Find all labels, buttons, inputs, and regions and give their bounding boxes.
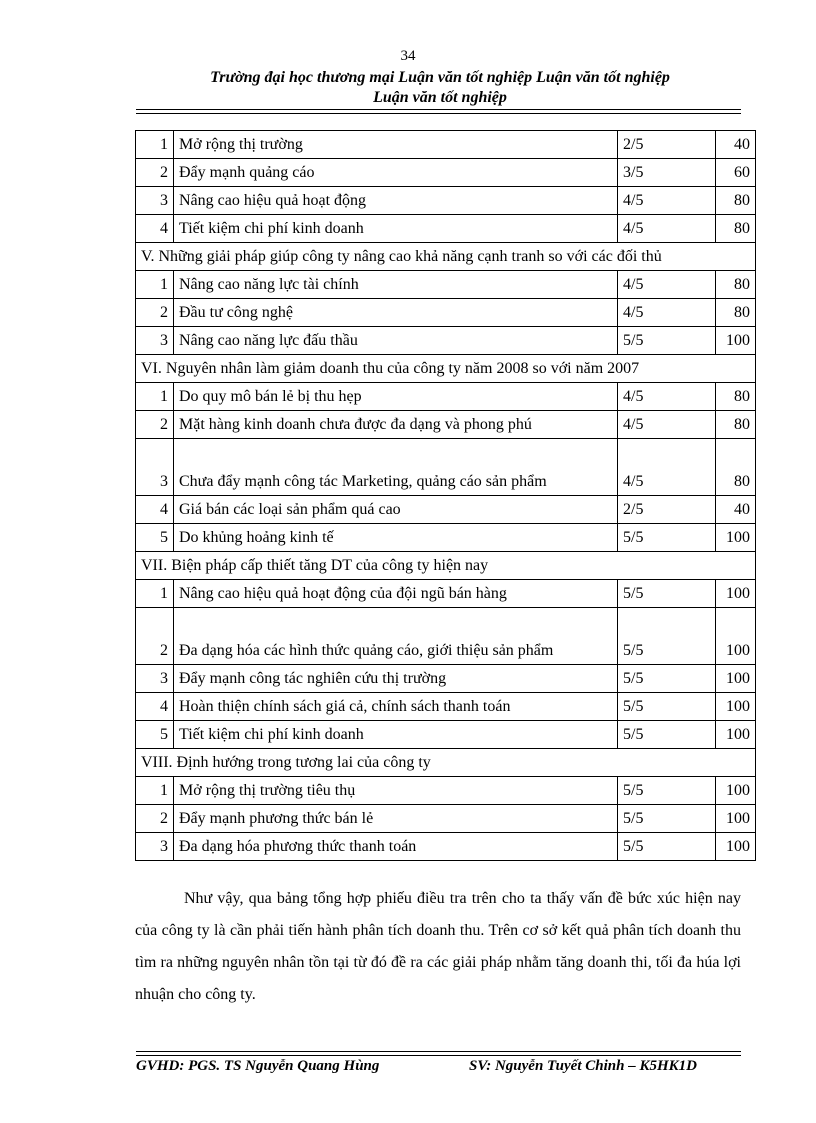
table-row [136, 777, 756, 805]
row-description: Tiết kiệm chi phí kinh doanh [174, 721, 618, 749]
row-ratio: 4/5 [618, 187, 716, 215]
table-row [136, 439, 756, 496]
table-row [136, 299, 756, 327]
header-rule [136, 109, 741, 114]
row-percent: 100 [716, 580, 756, 608]
row-percent: 100 [716, 721, 756, 749]
row-description: Nâng cao năng lực tài chính [174, 271, 618, 299]
row-description: Mở rộng thị trường tiêu thụ [174, 777, 618, 805]
table-row [136, 159, 756, 187]
row-number: 2 [136, 805, 174, 833]
row-description: Do quy mô bán lẻ bị thu hẹp [174, 383, 618, 411]
row-percent: 80 [716, 411, 756, 439]
row-description: Nâng cao năng lực đấu thầu [174, 327, 618, 355]
table-row [136, 187, 756, 215]
table-row [136, 215, 756, 243]
table-row [136, 383, 756, 411]
page-number: 34 [400, 48, 416, 64]
row-ratio: 2/5 [618, 496, 716, 524]
table-row [136, 693, 756, 721]
row-number: 1 [136, 131, 174, 159]
row-description: Giá bán các loại sản phẩm quá cao [174, 496, 618, 524]
table-row [136, 496, 756, 524]
row-percent: 40 [716, 131, 756, 159]
footer-student: SV: Nguyễn Tuyết Chinh – K5HK1D [469, 1058, 697, 1074]
row-description: Mặt hàng kinh doanh chưa được đa dạng và phong phú [174, 411, 618, 439]
row-percent: 80 [716, 187, 756, 215]
row-number: 3 [136, 327, 174, 355]
table-row [136, 665, 756, 693]
row-ratio: 5/5 [618, 721, 716, 749]
row-ratio: 5/5 [618, 524, 716, 552]
table-row [136, 580, 756, 608]
row-percent: 100 [716, 327, 756, 355]
section-title: VI. Nguyên nhân làm giảm doanh thu của công ty năm 2008 so với năm 2007 [136, 355, 756, 383]
row-percent: 80 [716, 439, 756, 496]
row-number: 1 [136, 777, 174, 805]
row-number: 2 [136, 411, 174, 439]
table-row [136, 721, 756, 749]
row-number: 3 [136, 439, 174, 496]
row-number: 4 [136, 215, 174, 243]
conclusion-text: Như vậy, qua bảng tổng hợp phiếu điều tra trên cho ta thấy vấn đề bức xúc hiện nay của công ty là cần phải tiến hành phân tích doanh thu. Trên cơ sở kết quả phân tích doanh thu tìm ra những nguyên nhân tồn tại từ đó đề ra các giải pháp nhằm tăng doanh thi, tối đa húa lợi nhuận cho công ty. [135, 890, 741, 1003]
row-description: Đầu tư công nghệ [174, 299, 618, 327]
row-description: Đa dạng hóa các hình thức quảng cáo, giới thiệu sản phẩm [174, 608, 618, 665]
table-row [136, 271, 756, 299]
row-ratio: 4/5 [618, 299, 716, 327]
running-header [136, 68, 744, 108]
row-ratio: 5/5 [618, 693, 716, 721]
row-description: Đẩy mạnh quảng cáo [174, 159, 618, 187]
table-row [136, 411, 756, 439]
row-description: Do khủng hoảng kinh tế [174, 524, 618, 552]
section-header-row [136, 552, 756, 580]
row-description: Nâng cao hiệu quả hoạt động của đội ngũ bán hàng [174, 580, 618, 608]
row-percent: 100 [716, 693, 756, 721]
row-number: 5 [136, 524, 174, 552]
row-number: 2 [136, 608, 174, 665]
section-header-row [136, 749, 756, 777]
row-ratio: 2/5 [618, 131, 716, 159]
table-row [136, 608, 756, 665]
row-ratio: 4/5 [618, 383, 716, 411]
section-title: VII. Biện pháp cấp thiết tăng DT của công ty hiện nay [136, 552, 756, 580]
survey-summary-table [135, 130, 756, 861]
row-number: 2 [136, 159, 174, 187]
section-title: VIII. Định hướng trong tương lai của công ty [136, 749, 756, 777]
row-percent: 100 [716, 777, 756, 805]
row-percent: 60 [716, 159, 756, 187]
table-row [136, 833, 756, 861]
row-description: Đa dạng hóa phương thức thanh toán [174, 833, 618, 861]
row-ratio: 3/5 [618, 159, 716, 187]
table-row [136, 327, 756, 355]
row-number: 1 [136, 580, 174, 608]
row-ratio: 4/5 [618, 411, 716, 439]
row-ratio: 5/5 [618, 608, 716, 665]
row-description: Hoàn thiện chính sách giá cả, chính sách thanh toán [174, 693, 618, 721]
row-ratio: 5/5 [618, 327, 716, 355]
row-ratio: 4/5 [618, 271, 716, 299]
row-percent: 80 [716, 299, 756, 327]
table-row [136, 131, 756, 159]
row-ratio: 4/5 [618, 215, 716, 243]
table-row [136, 805, 756, 833]
table-row [136, 524, 756, 552]
row-number: 4 [136, 693, 174, 721]
row-percent: 40 [716, 496, 756, 524]
row-ratio: 5/5 [618, 833, 716, 861]
header-title-line1: Trường đại học thương mại Luận văn tốt nghiệp Luận văn tốt nghiệp [210, 69, 670, 86]
row-number: 3 [136, 187, 174, 215]
row-ratio: 5/5 [618, 665, 716, 693]
section-header-row [136, 355, 756, 383]
row-number: 2 [136, 299, 174, 327]
row-description: Tiết kiệm chi phí kinh doanh [174, 215, 618, 243]
row-ratio: 5/5 [618, 777, 716, 805]
row-ratio: 5/5 [618, 805, 716, 833]
row-number: 5 [136, 721, 174, 749]
row-ratio: 4/5 [618, 439, 716, 496]
row-percent: 80 [716, 383, 756, 411]
row-percent: 80 [716, 215, 756, 243]
row-description: Mở rộng thị trường [174, 131, 618, 159]
footer-rule [136, 1051, 741, 1056]
row-number: 3 [136, 665, 174, 693]
row-percent: 80 [716, 271, 756, 299]
row-ratio: 5/5 [618, 580, 716, 608]
row-description: Chưa đẩy mạnh công tác Marketing, quảng cáo sản phẩm [174, 439, 618, 496]
survey-table-body [136, 131, 756, 861]
conclusion-paragraph [135, 883, 741, 1011]
row-percent: 100 [716, 524, 756, 552]
row-number: 1 [136, 383, 174, 411]
row-percent: 100 [716, 608, 756, 665]
section-title: V. Những giải pháp giúp công ty nâng cao khả năng cạnh tranh so với các đối thủ [136, 243, 756, 271]
footer-advisor: GVHD: PGS. TS Nguyễn Quang Hùng [136, 1058, 380, 1074]
row-number: 4 [136, 496, 174, 524]
row-percent: 100 [716, 805, 756, 833]
row-percent: 100 [716, 665, 756, 693]
row-description: Đẩy mạnh phương thức bán lẻ [174, 805, 618, 833]
row-percent: 100 [716, 833, 756, 861]
row-description: Nâng cao hiệu quả hoạt động [174, 187, 618, 215]
row-description: Đẩy mạnh công tác nghiên cứu thị trường [174, 665, 618, 693]
row-number: 3 [136, 833, 174, 861]
section-header-row [136, 243, 756, 271]
row-number: 1 [136, 271, 174, 299]
header-title-line2: Luận văn tốt nghiệp [373, 89, 507, 106]
